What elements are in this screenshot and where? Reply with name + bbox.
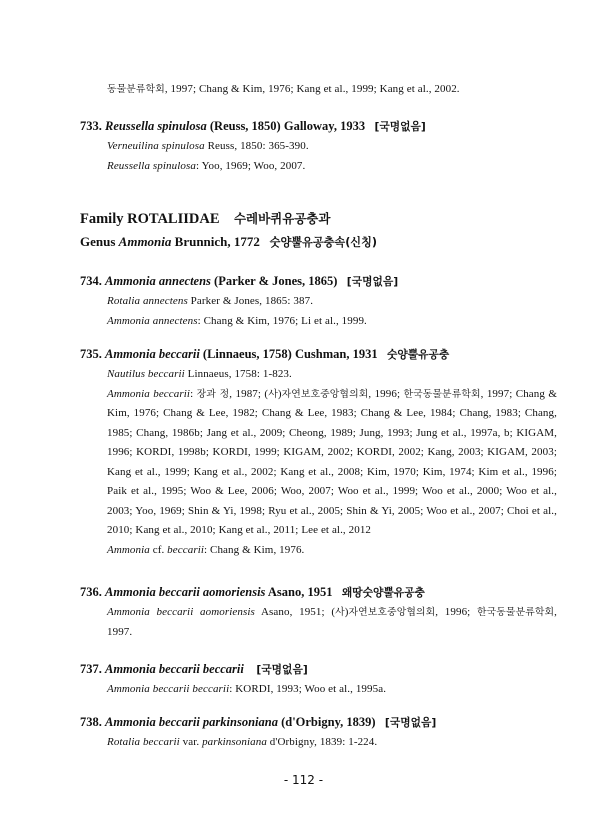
- text-fragment: cf.: [149, 543, 168, 556]
- text-fragment: [국명없음]: [346, 275, 399, 288]
- text-fragment: 737.: [80, 662, 102, 676]
- continued-citation: [80, 80, 557, 100]
- entry-733-heading: [80, 117, 530, 136]
- text-fragment: Ammonia beccarii beccarii: [107, 683, 230, 695]
- text-fragment: 734.: [80, 274, 102, 288]
- text-fragment: Parker & Jones, 1865: 387.: [187, 295, 314, 307]
- text-fragment: 한국동물분류학회: [477, 607, 555, 618]
- synonym-paragraph: [107, 385, 557, 541]
- text-fragment: (Parker & Jones, 1865): [210, 274, 338, 288]
- entry-735-synonyms: [80, 365, 557, 560]
- text-fragment: : Chang & Kim, 1976; Li et al., 1999.: [197, 314, 367, 327]
- text-fragment: : KORDI, 1993; Woo et al., 1995a.: [229, 683, 387, 695]
- text-fragment: beccarii: [167, 543, 205, 556]
- text-fragment: 왜땅숫양뿔유공충: [341, 586, 425, 599]
- text-fragment: 수레바퀴유공충과: [234, 211, 331, 226]
- entry-736-synonyms: [80, 603, 557, 642]
- text-fragment: Nautilus beccarii: [107, 368, 185, 380]
- family-heading: [80, 209, 530, 229]
- text-fragment: 자연보호중앙협의회: [348, 607, 436, 618]
- synonym-line: [107, 312, 557, 332]
- synonym-line: [107, 365, 557, 385]
- entry-737-synonyms: [80, 680, 557, 700]
- entry-734-heading: [80, 272, 530, 291]
- text-fragment: Family ROTALIIDAE: [80, 211, 220, 227]
- genus-heading: [80, 232, 530, 253]
- text-fragment: 숫양뿔유공충속(신칭): [269, 236, 377, 249]
- entry-734-synonyms: [80, 292, 557, 331]
- text-fragment: Ammonia beccarii: [105, 347, 200, 361]
- text-fragment: , 1987; (: [229, 387, 269, 400]
- text-fragment: Rotalia beccarii: [107, 736, 180, 748]
- synonym-line: [107, 137, 557, 157]
- text-fragment: Ammonia beccarii aomoriensis: [105, 585, 266, 599]
- text-fragment: Reussella spinulosa: [107, 159, 196, 172]
- text-fragment: var.: [179, 736, 203, 748]
- text-fragment: parkinsoniana: [202, 736, 267, 748]
- text-fragment: Verneuilina spinulosa: [107, 140, 205, 152]
- text-fragment: Asano, 1951; (: [254, 606, 336, 618]
- text-fragment: [국명없음]: [384, 716, 437, 729]
- text-fragment: 한국동물분류학회: [403, 388, 481, 400]
- text-fragment: Linnaeus, 1758: 1-823.: [184, 368, 292, 380]
- text-fragment: Ammonia beccarii: [107, 387, 191, 400]
- text-fragment: 장과 정: [196, 388, 230, 400]
- entry-738-synonyms: [80, 733, 557, 753]
- text-fragment: 자연보호중앙협의회: [281, 388, 369, 400]
- text-fragment: ): [277, 387, 282, 400]
- text-fragment: Ammonia beccarii beccarii: [105, 662, 244, 676]
- text-fragment: Brunnich, 1772: [171, 234, 260, 249]
- text-fragment: Ammonia annectens: [105, 274, 211, 288]
- text-fragment: Ammonia annectens: [107, 314, 198, 327]
- text-fragment: 동물분류학회: [107, 84, 165, 95]
- text-fragment: [국명없음]: [374, 120, 426, 133]
- synonym-line: [107, 680, 557, 700]
- text-fragment: , 1996;: [435, 606, 478, 618]
- text-fragment: 733.: [80, 119, 102, 133]
- synonym-line: [107, 541, 557, 561]
- text-fragment: 사: [335, 607, 345, 618]
- text-fragment: Rotalia annectens: [107, 295, 188, 307]
- entry-735-heading: [80, 345, 530, 364]
- text-fragment: 사: [268, 388, 278, 400]
- synonym-line: [107, 292, 557, 312]
- text-fragment: (Linnaeus, 1758) Cushman, 1931: [199, 347, 378, 361]
- text-fragment: Ammonia: [107, 543, 150, 556]
- text-fragment: 738.: [80, 715, 102, 729]
- text-fragment: Genus: [80, 234, 119, 249]
- text-fragment: Ammonia beccarii parkinsoniana: [105, 715, 278, 729]
- text-fragment: ): [344, 606, 349, 618]
- text-fragment: Reussella spinulosa: [105, 119, 207, 133]
- entry-733-synonyms: [80, 137, 557, 176]
- synonym-paragraph: [107, 603, 557, 642]
- text-fragment: Asano, 1951: [265, 585, 333, 599]
- text-fragment: d'Orbigny, 1839: 1-224.: [266, 736, 378, 748]
- text-fragment: : Yoo, 1969; Woo, 2007.: [195, 159, 306, 172]
- synonym-line: [107, 733, 557, 753]
- text-fragment: , 1997.: [107, 606, 557, 638]
- text-fragment: 숫양뿔유공충: [387, 348, 450, 361]
- text-fragment: 736.: [80, 585, 102, 599]
- text-fragment: Ammonia: [118, 234, 172, 249]
- text-fragment: (Reuss, 1850) Galloway, 1933: [206, 119, 366, 133]
- text-fragment: , 1997; Chang & Kim, 1976; Kang et al., 1999; Kang et al., 2002.: [164, 83, 460, 95]
- text-fragment: , 1997; Chang & Kim, 1976; Chang & Lee, 1982; Chang & Lee, 1983; Chang & Lee, 1984; Chang, 1983; Chang, 1985; Chang, 1986b; Jang et al., 2009; Cheong, 1989; Jung, 1993; Jung et al., 1997a, b; KIGAM, 1996; KORDI, 1998b; KORDI, 1999; KIGAM, 2002; KORDI, 2002; Kang, 2003; KIGAM, 2003; Kang et al., 1999; Kang et al., 2002; Kang et al., 2008; Kim, 1970; Kim, 1974; Kim et al., 1996; Paik et al., 1995; Woo & Lee, 2006; Woo, 2007; Woo et al., 1999; Woo et al., 2000; Woo et al., 2003; Yoo, 1969; Shin & Yi, 1998; Ryu et al., 2005; Shin & Yi, 2005; Woo et al., 2007; Choi et al., 2010; Kang et al., 2010; Kang et al., 2011; Lee et al., 2012: [107, 387, 557, 536]
- entry-737-heading: [80, 660, 530, 679]
- entry-738-heading: [80, 713, 530, 732]
- text-fragment: : Chang & Kim, 1976.: [204, 543, 305, 556]
- text-fragment: , 1996;: [368, 387, 404, 400]
- text-fragment: Reuss, 1850: 365-390.: [204, 140, 309, 152]
- text-fragment: :: [190, 387, 197, 400]
- synonym-line: [107, 157, 557, 177]
- entry-736-heading: [80, 583, 530, 602]
- page-number: - 112 -: [283, 773, 324, 787]
- text-fragment: 735.: [80, 347, 102, 361]
- text-fragment: Ammonia beccarii aomoriensis: [107, 606, 255, 618]
- text-fragment: [국명없음]: [256, 663, 308, 676]
- text-fragment: (d'Orbigny, 1839): [277, 715, 376, 729]
